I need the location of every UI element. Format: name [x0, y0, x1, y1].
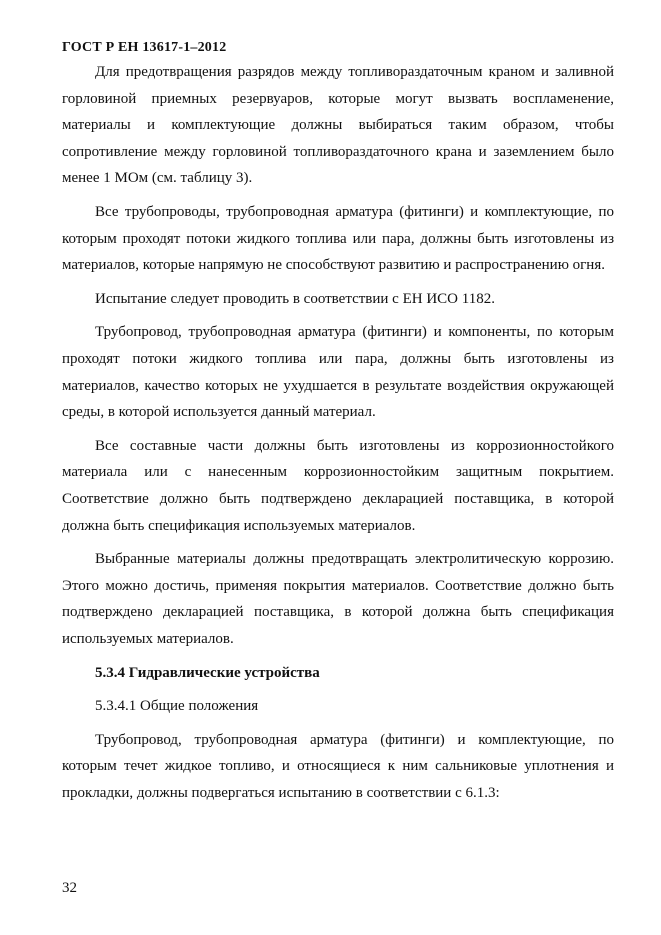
section-heading: 5.3.4 Гидравлические устройства	[95, 665, 320, 682]
subsection-heading: 5.3.4.1 Общие положения	[95, 698, 259, 715]
paragraph-final: Трубопровод, трубопроводная арматура (фитинги) и комплектующие, по которым течет жидкое топливо, и относящиеся к ним сальниковые уплотнения и прокладки, должны подвергаться испытанию в соответствии с 6.1.3:	[62, 731, 614, 801]
document-header: ГОСТ Р ЕН 13617-1–2012	[62, 40, 227, 55]
paragraph-5: Все составные части должны быть изготовлены из коррозионностойкого материала или с нанесенным коррозионностойким защитным покрытием. Соответствие должно быть подтверждено декларацией поставщика, в которой должна быть спецификация используемых материалов.	[62, 437, 614, 534]
paragraph-3: Испытание следует проводить в соответствии с ЕН ИСО 1182.	[95, 290, 495, 307]
page-number: 32	[62, 880, 77, 896]
paragraph-6: Выбранные материалы должны предотвращать электролитическую коррозию. Этого можно достичь, применяя покрытия материалов. Соответствие должно быть подтверждено декларацией поставщика, в которой должна быть спецификация используемых материалов.	[62, 551, 614, 647]
paragraph-1: Для предотвращения разрядов между топливораздаточным краном и заливной горловиной приемных резервуаров, которые могут вызвать воспламенение, материалы и комплектующие должны выбираться таким образом, чтобы сопротивление между горловиной топливораздаточного крана и заземлением было менее 1 МОм (см. таблицу 3).	[62, 64, 614, 187]
document-body	[62, 59, 614, 806]
paragraph-2: Все трубопроводы, трубопроводная арматура (фитинги) и комплектующие, по которым проходят потоки жидкого топлива или пара, должны быть изготовлены из материалов, которые напрямую не способствуют развитию и распространению огня.	[62, 203, 614, 274]
paragraph-4: Трубопровод, трубопроводная арматура (фитинги) и компоненты, по которым проходят потоки жидкого топлива или пара, должны быть изготовлены из материалов, качество которых не ухудшается в результате воздействия окружающей среды, в которой используется данный материал.	[62, 324, 614, 421]
